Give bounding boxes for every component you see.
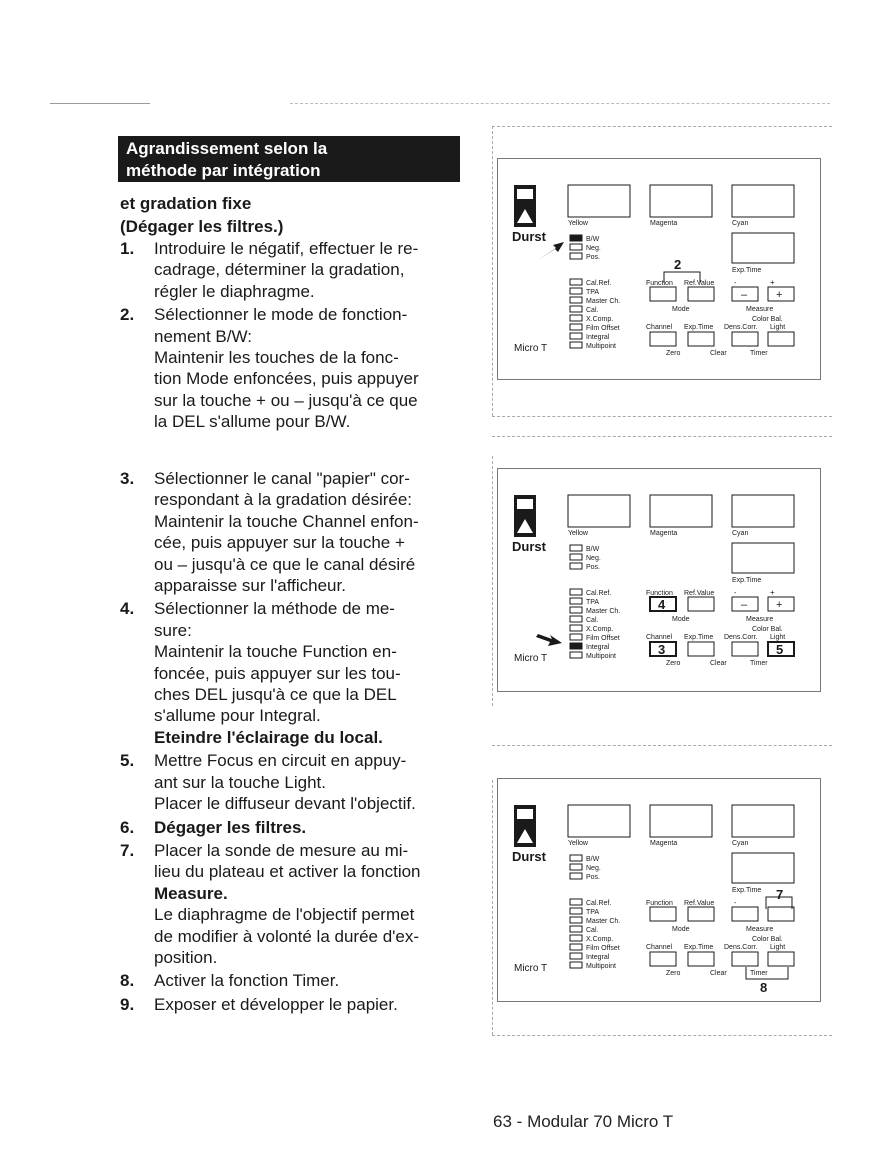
svg-text:Mode: Mode (672, 306, 690, 313)
svg-text:Color Bal.: Color Bal. (752, 316, 783, 323)
svg-text:Clear: Clear (710, 970, 727, 977)
step-line: Maintenir la touche Channel enfon- (154, 511, 419, 531)
section-title-line2: méthode par intégration (126, 161, 321, 180)
function-key (650, 287, 676, 301)
svg-text:TPA: TPA (586, 599, 600, 606)
step-line: Le diaphragme de l'objectif permet (154, 905, 415, 925)
svg-text:Color Bal.: Color Bal. (752, 936, 783, 943)
svg-text:Cal.Ref.: Cal.Ref. (586, 280, 612, 287)
svg-text:Measure: Measure (746, 306, 774, 313)
svg-text:X.Comp.: X.Comp. (586, 316, 614, 323)
svg-text:5: 5 (776, 642, 784, 657)
svg-text:Exp.Time: Exp.Time (732, 577, 762, 584)
step-1 (120, 238, 470, 302)
svg-text:Channel: Channel (646, 944, 673, 951)
step-7 (120, 840, 470, 968)
step-text (154, 468, 470, 596)
svg-text:Yellow: Yellow (568, 530, 588, 537)
step-line: de modifier à volonté la durée d'ex- (154, 926, 420, 946)
svg-text:Multipoint: Multipoint (586, 343, 616, 350)
step-line: Eteindre l'éclairage du local. (154, 727, 383, 747)
step-number: 6. (120, 817, 135, 837)
step-9 (120, 994, 470, 1015)
svg-text:Integral: Integral (586, 954, 610, 961)
led-pos (570, 253, 582, 259)
yellow-display (568, 185, 630, 217)
page-footer (493, 1112, 673, 1132)
section-title-line1: Agrandissement selon la (126, 139, 328, 158)
callout-number: 2 (674, 257, 682, 272)
step-line: ou – jusqu'à ce que le canal désiré (154, 554, 416, 574)
step-line: Maintenir la touche Function en- (154, 642, 397, 662)
step-line: cée, puis appuyer sur la touche + (154, 533, 405, 553)
svg-text:Mode: Mode (672, 926, 690, 933)
svg-text:Timer: Timer (750, 350, 768, 357)
step-number: 9. (120, 994, 135, 1014)
step-line: Introduire le négatif, effectuer le re- (154, 239, 419, 258)
model-label: Micro T (514, 343, 548, 354)
led-label-bw: B/W (586, 236, 600, 243)
step-line: la DEL s'allume pour B/W. (154, 412, 351, 432)
svg-text:Integral: Integral (586, 334, 610, 341)
section-subtitle (120, 192, 283, 238)
panel2-bottom-rule (492, 745, 832, 746)
light-key (768, 332, 794, 346)
steps-block-2 (120, 468, 470, 1017)
pointer-arrow-icon (538, 242, 564, 260)
step-line: cadrage, déterminer la gradation, (154, 260, 405, 280)
step-line: ches DEL jusqu'à ce que la DEL (154, 685, 397, 705)
step-text (154, 970, 470, 991)
led-integral-lit (570, 643, 582, 649)
section-subtitle-line1: et gradation fixe (120, 194, 252, 213)
ref-value-key (688, 287, 714, 301)
step-text (154, 598, 470, 748)
svg-text:Neg.: Neg. (586, 865, 601, 872)
step-line: Placer la sonde de mesure au mi- (154, 840, 409, 860)
led-neg (570, 244, 582, 250)
step-line: Sélectionner le canal "papier" cor- (154, 469, 410, 488)
step-text (154, 817, 470, 838)
svg-text:X.Comp.: X.Comp. (586, 936, 614, 943)
svg-text:+: + (770, 588, 775, 597)
step-line: apparaisse sur l'afficheur. (154, 576, 346, 596)
svg-text:X.Comp.: X.Comp. (586, 626, 614, 633)
panel-3-drawing (498, 779, 820, 1001)
svg-text:Ref.Value: Ref.Value (684, 280, 715, 287)
footer-separator: - (516, 1112, 523, 1131)
panel2-top-rule (492, 436, 832, 437)
svg-text:TPA: TPA (586, 289, 600, 296)
step-text (154, 238, 470, 302)
led-label-pos: Pos. (586, 254, 601, 261)
svg-text:Cal.Ref.: Cal.Ref. (586, 590, 612, 597)
panel-2-drawing (498, 469, 820, 691)
svg-text:–: – (741, 289, 748, 301)
step-line: Dégager les filtres. (154, 817, 307, 837)
svg-text:Exp.Time: Exp.Time (732, 887, 762, 894)
svg-text:Master Ch.: Master Ch. (586, 918, 621, 925)
svg-text:Cal.: Cal. (586, 617, 599, 624)
panel1-left-rule (492, 126, 493, 416)
led-bw-lit (570, 235, 582, 241)
step-text (154, 840, 470, 968)
svg-text:B/W: B/W (586, 856, 600, 863)
step-line: Exposer et développer le papier. (154, 994, 398, 1014)
svg-text:Micro T: Micro T (514, 653, 548, 664)
svg-text:Ref.Value: Ref.Value (684, 590, 715, 597)
svg-text:-: - (734, 280, 737, 287)
svg-text:Light: Light (770, 324, 786, 331)
step-number: 4. (120, 599, 135, 619)
svg-text:Light: Light (770, 944, 786, 951)
svg-text:Integral: Integral (586, 644, 610, 651)
step-line: position. (154, 947, 218, 967)
svg-text:Neg.: Neg. (586, 555, 601, 562)
svg-text:Clear: Clear (710, 350, 727, 357)
cyan-display (732, 185, 794, 217)
control-panel-2 (497, 468, 821, 692)
step-line: s'allume pour Integral. (154, 706, 321, 726)
svg-text:Pos.: Pos. (586, 874, 601, 881)
step-line: lieu du plateau et activer la fonction (154, 862, 421, 882)
svg-text:Measure: Measure (746, 616, 774, 623)
svg-text:Timer: Timer (750, 970, 768, 977)
step-line: sure: (154, 620, 192, 640)
svg-text:Durst: Durst (512, 539, 546, 554)
svg-text:Magenta: Magenta (650, 840, 678, 847)
step-line: Activer la fonction Timer. (154, 971, 340, 991)
svg-text:-: - (734, 900, 737, 907)
svg-text:Function: Function (646, 280, 673, 287)
svg-text:Exp.Time: Exp.Time (684, 944, 714, 951)
svg-text:Cal.: Cal. (586, 927, 599, 934)
svg-text:Film Offset: Film Offset (586, 635, 620, 642)
svg-text:Color Bal.: Color Bal. (752, 626, 783, 633)
exp-time-key (688, 332, 714, 346)
step-number: 3. (120, 469, 135, 488)
step-line: respondant à la gradation désirée: (154, 490, 413, 510)
svg-text:4: 4 (658, 597, 666, 612)
svg-text:+: + (770, 278, 775, 287)
panel3-left-rule (492, 780, 493, 1035)
svg-text:–: – (741, 599, 748, 611)
svg-text:+: + (776, 599, 783, 611)
svg-text:Master Ch.: Master Ch. (586, 298, 621, 305)
svg-text:Cal.Ref.: Cal.Ref. (586, 900, 612, 907)
svg-text:Measure: Measure (746, 926, 774, 933)
step-number: 1. (120, 239, 135, 258)
step-line: Sélectionner le mode de fonction- (154, 305, 408, 325)
dens-corr-key (732, 332, 758, 346)
top-rule-left (50, 103, 150, 104)
magenta-label: Magenta (650, 220, 678, 227)
step-line: Mettre Focus en circuit en appuy- (154, 751, 407, 771)
cyan-label: Cyan (732, 220, 749, 227)
step-line: Sélectionner la méthode de me- (154, 599, 395, 619)
svg-text:Ref.Value: Ref.Value (684, 900, 715, 907)
svg-text:Cyan: Cyan (732, 530, 749, 537)
svg-text:Timer: Timer (750, 660, 768, 667)
svg-text:-: - (734, 590, 737, 597)
svg-text:Zero: Zero (666, 660, 681, 667)
step-line: tion Mode enfoncées, puis appuyer (154, 369, 419, 389)
svg-text:Channel: Channel (646, 634, 673, 641)
step-number: 2. (120, 305, 135, 325)
svg-text:Function: Function (646, 590, 673, 597)
svg-text:TPA: TPA (586, 909, 600, 916)
svg-text:Zero: Zero (666, 350, 681, 357)
step-line: foncée, puis appuyer sur les tou- (154, 663, 401, 683)
svg-text:B/W: B/W (586, 546, 600, 553)
svg-text:Micro T: Micro T (514, 963, 548, 974)
step-5 (120, 750, 470, 814)
svg-text:Durst: Durst (512, 849, 546, 864)
panel1-bottom-rule (492, 416, 832, 417)
top-rule-right (290, 103, 830, 104)
yellow-label: Yellow (568, 220, 588, 227)
svg-text:Film Offset: Film Offset (586, 945, 620, 952)
step-text (154, 994, 470, 1015)
steps-block-1 (120, 238, 470, 435)
step-line: ant sur la touche Light. (154, 772, 327, 792)
control-panel-1 (497, 158, 821, 380)
svg-text:Pos.: Pos. (586, 564, 601, 571)
svg-text:Mode: Mode (672, 616, 690, 623)
section-subtitle-line2: (Dégager les filtres.) (120, 217, 284, 236)
svg-text:Exp.Time: Exp.Time (684, 324, 714, 331)
svg-text:Film Offset: Film Offset (586, 325, 620, 332)
svg-text:+: + (776, 289, 783, 301)
svg-text:Channel: Channel (646, 324, 673, 331)
function-led-list (570, 279, 620, 350)
step-number: 5. (120, 751, 135, 771)
svg-text:Dens.Corr.: Dens.Corr. (724, 324, 758, 331)
panel1-top-rule (492, 126, 832, 127)
step-number: 8. (120, 971, 135, 991)
step-6 (120, 817, 470, 838)
svg-text:Dens.Corr.: Dens.Corr. (724, 944, 758, 951)
magenta-display (650, 185, 712, 217)
brand-label: Durst (512, 229, 546, 244)
exp-time-label: Exp.Time (732, 267, 762, 274)
svg-text:Cyan: Cyan (732, 840, 749, 847)
svg-text:Dens.Corr.: Dens.Corr. (724, 634, 758, 641)
svg-text:8: 8 (760, 980, 768, 995)
step-text (154, 750, 470, 814)
svg-text:3: 3 (658, 642, 666, 657)
section-title (118, 136, 460, 182)
step-2 (120, 304, 470, 432)
step-line: régler le diaphragme. (154, 281, 315, 301)
svg-text:Cal.: Cal. (586, 307, 599, 314)
svg-text:Zero: Zero (666, 970, 681, 977)
pointer-arrow-icon (536, 634, 562, 646)
svg-text:Master Ch.: Master Ch. (586, 608, 621, 615)
svg-text:Light: Light (770, 634, 786, 641)
step-line: Measure. (154, 883, 228, 903)
panel3-bottom-rule (492, 1035, 832, 1036)
svg-text:Magenta: Magenta (650, 530, 678, 537)
svg-text:Exp.Time: Exp.Time (684, 634, 714, 641)
step-line: Maintenir les touches de la fonc- (154, 348, 399, 368)
step-3 (120, 468, 470, 596)
step-4 (120, 598, 470, 748)
page-number: 63 (493, 1112, 512, 1131)
product-name: Modular 70 Micro T (527, 1112, 674, 1131)
svg-text:7: 7 (776, 887, 784, 902)
panel2-left-rule (492, 456, 493, 706)
step-line: Placer le diffuseur devant l'objectif. (154, 794, 416, 814)
step-line: nement B/W: (154, 326, 252, 346)
svg-text:Multipoint: Multipoint (586, 653, 616, 660)
panel-1-drawing (498, 159, 820, 379)
step-line: sur la touche + ou – jusqu'à ce que (154, 390, 418, 410)
control-panel-3 (497, 778, 821, 1002)
channel-key (650, 332, 676, 346)
step-8 (120, 970, 470, 991)
svg-text:Multipoint: Multipoint (586, 963, 616, 970)
exp-time-display (732, 233, 794, 263)
step-number: 7. (120, 840, 135, 860)
svg-text:Clear: Clear (710, 660, 727, 667)
svg-text:Yellow: Yellow (568, 840, 588, 847)
svg-text:Function: Function (646, 900, 673, 907)
step-text (154, 304, 470, 432)
led-label-neg: Neg. (586, 245, 601, 252)
